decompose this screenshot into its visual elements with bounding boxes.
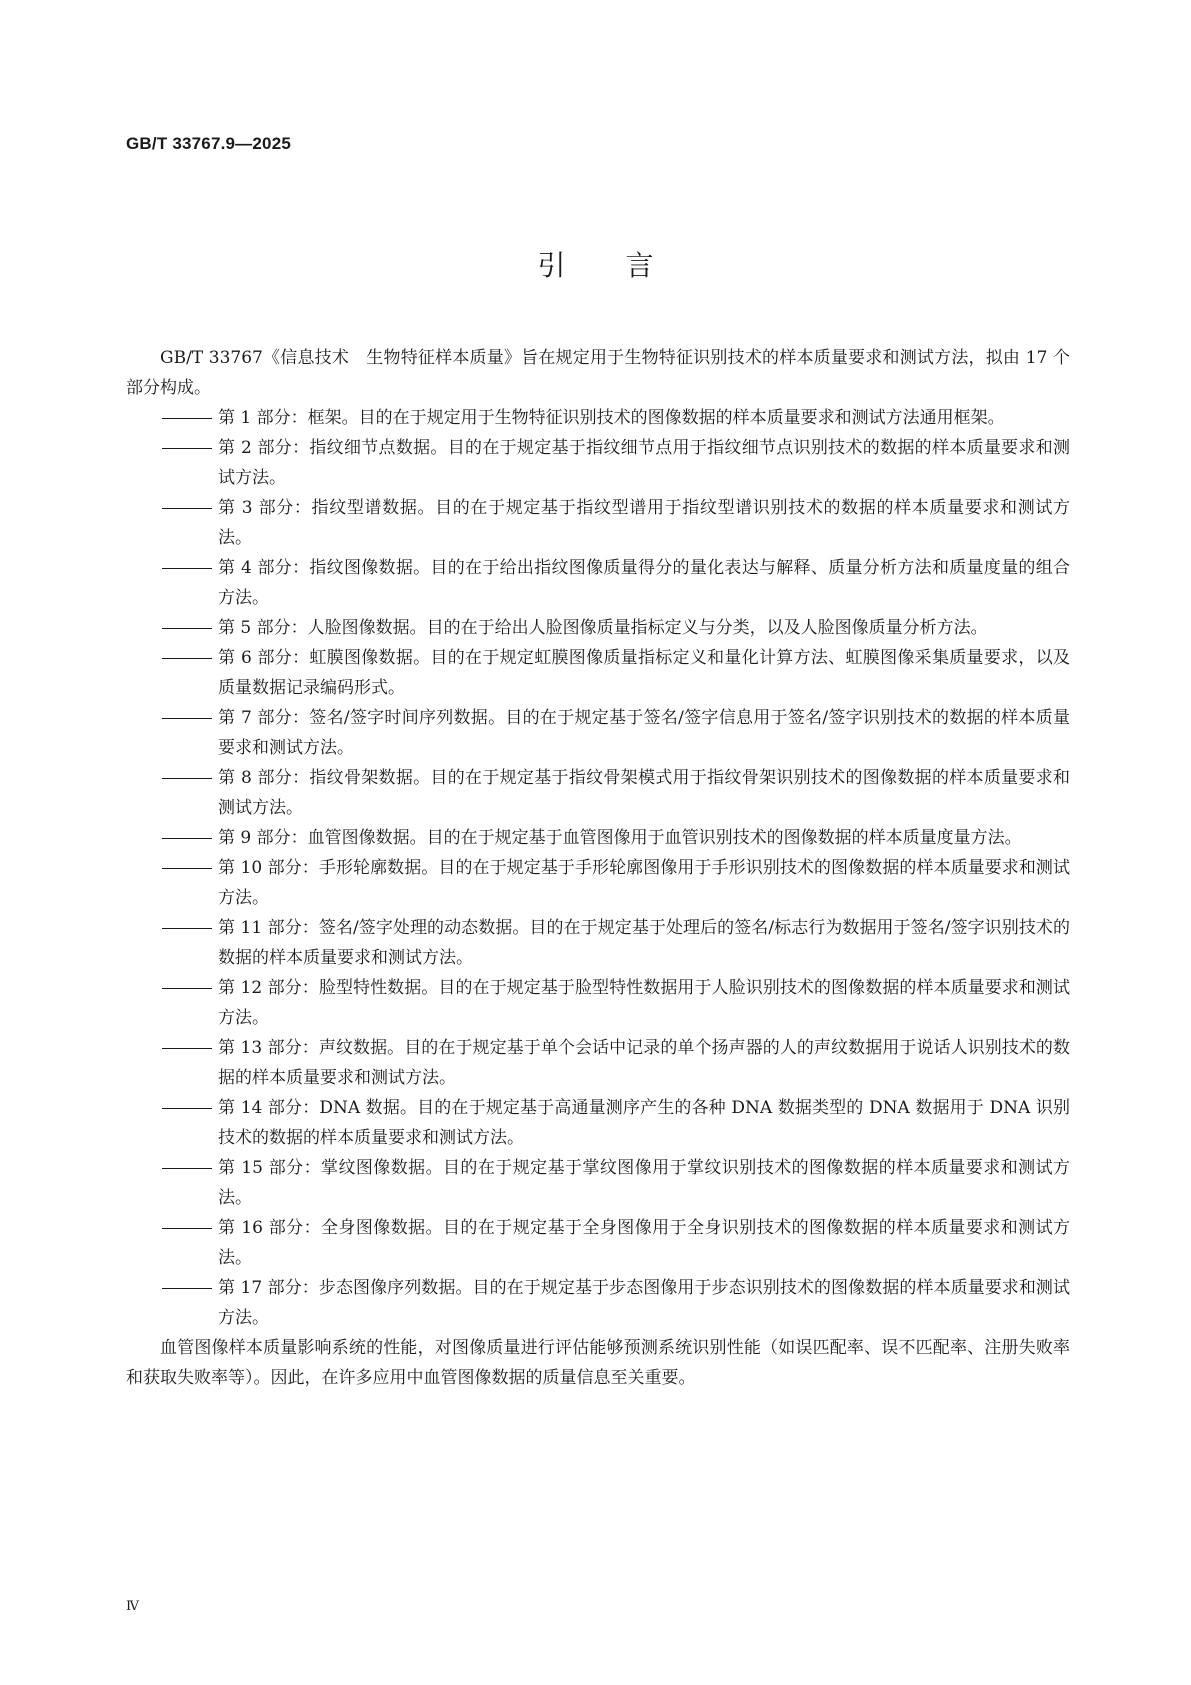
part-text: 第 12 部分：脸型特性数据。目的在于规定基于脸型特性数据用于人脸识别技术的图像数据的样本质量要求和测试方法。 [218, 978, 1070, 1028]
part-text: 第 1 部分：框架。目的在于规定用于生物特征识别技术的图像数据的样本质量要求和测试方法通用框架。 [218, 408, 1005, 428]
list-item [126, 763, 1070, 823]
part-text: 第 5 部分：人脸图像数据。目的在于给出人脸图像质量指标定义与分类，以及人脸图像质量分析方法。 [218, 618, 988, 638]
list-item [126, 823, 1070, 853]
part-text: 第 16 部分：全身图像数据。目的在于规定基于全身图像用于全身识别技术的图像数据的样本质量要求和测试方法。 [218, 1218, 1070, 1268]
list-item [126, 493, 1070, 553]
closing-paragraph: 血管图像样本质量影响系统的性能，对图像质量进行评估能够预测系统识别性能（如误匹配率、误不匹配率、注册失败率和获取失败率等）。因此，在许多应用中血管图像数据的质量信息至关重要。 [126, 1338, 1070, 1388]
list-item [126, 703, 1070, 763]
part-text: 第 17 部分：步态图像序列数据。目的在于规定基于步态图像用于步态识别技术的图像数据的样本质量要求和测试方法。 [218, 1278, 1070, 1328]
part-text: 第 2 部分：指纹细节点数据。目的在于规定基于指纹细节点用于指纹细节点识别技术的数据的样本质量要求和测试方法。 [218, 438, 1070, 488]
list-item [126, 1033, 1070, 1093]
part-text: 第 15 部分：掌纹图像数据。目的在于规定基于掌纹图像用于掌纹识别技术的图像数据的样本质量要求和测试方法。 [218, 1158, 1070, 1208]
list-item [126, 973, 1070, 1033]
body-text [126, 343, 1070, 1393]
part-text: 第 9 部分：血管图像数据。目的在于规定基于血管图像用于血管识别技术的图像数据的样本质量度量方法。 [218, 828, 1022, 848]
part-text: 第 14 部分：DNA 数据。目的在于规定基于高通量测序产生的各种 DNA 数据类型的 DNA 数据用于 DNA 识别技术的数据的样本质量要求和测试方法。 [218, 1098, 1070, 1148]
list-item [126, 553, 1070, 613]
part-text: 第 7 部分：签名/签字时间序列数据。目的在于规定基于签名/签字信息用于签名/签字识别技术的数据的样本质量要求和测试方法。 [218, 708, 1070, 758]
list-item [126, 433, 1070, 493]
part-text: 第 6 部分：虹膜图像数据。目的在于规定虹膜图像质量指标定义和量化计算方法、虹膜图像采集质量要求，以及质量数据记录编码形式。 [218, 648, 1070, 698]
intro-paragraph: GB/T 33767《信息技术 生物特征样本质量》旨在规定用于生物特征识别技术的样本质量要求和测试方法，拟由 17 个部分构成。 [126, 348, 1070, 398]
list-item [126, 1273, 1070, 1333]
part-text: 第 10 部分：手形轮廓数据。目的在于规定基于手形轮廓图像用于手形识别技术的图像数据的样本质量要求和测试方法。 [218, 858, 1070, 908]
part-text: 第 8 部分：指纹骨架数据。目的在于规定基于指纹骨架模式用于指纹骨架识别技术的图像数据的样本质量要求和测试方法。 [218, 768, 1070, 818]
list-item [126, 853, 1070, 913]
list-item [126, 1153, 1070, 1213]
document-code: GB/T 33767.9—2025 [126, 134, 291, 153]
list-item [126, 613, 1070, 643]
list-item [126, 1213, 1070, 1273]
parts-list [126, 403, 1070, 1333]
part-text: 第 11 部分：签名/签字处理的动态数据。目的在于规定基于处理后的签名/标志行为数据用于签名/签字识别技术的数据的样本质量要求和测试方法。 [218, 918, 1070, 968]
section-title: 引言 [537, 249, 714, 282]
list-item [126, 913, 1070, 973]
list-item [126, 1093, 1070, 1153]
list-item [126, 643, 1070, 703]
part-text: 第 4 部分：指纹图像数据。目的在于给出指纹图像质量得分的量化表达与解释、质量分析方法和质量度量的组合方法。 [218, 558, 1070, 608]
part-text: 第 13 部分：声纹数据。目的在于规定基于单个会话中记录的单个扬声器的人的声纹数据用于说话人识别技术的数据的样本质量要求和测试方法。 [218, 1038, 1070, 1088]
list-item [126, 403, 1070, 433]
page-number: Ⅳ [126, 1599, 139, 1614]
part-text: 第 3 部分：指纹型谱数据。目的在于规定基于指纹型谱用于指纹型谱识别技术的数据的样本质量要求和测试方法。 [218, 498, 1070, 548]
